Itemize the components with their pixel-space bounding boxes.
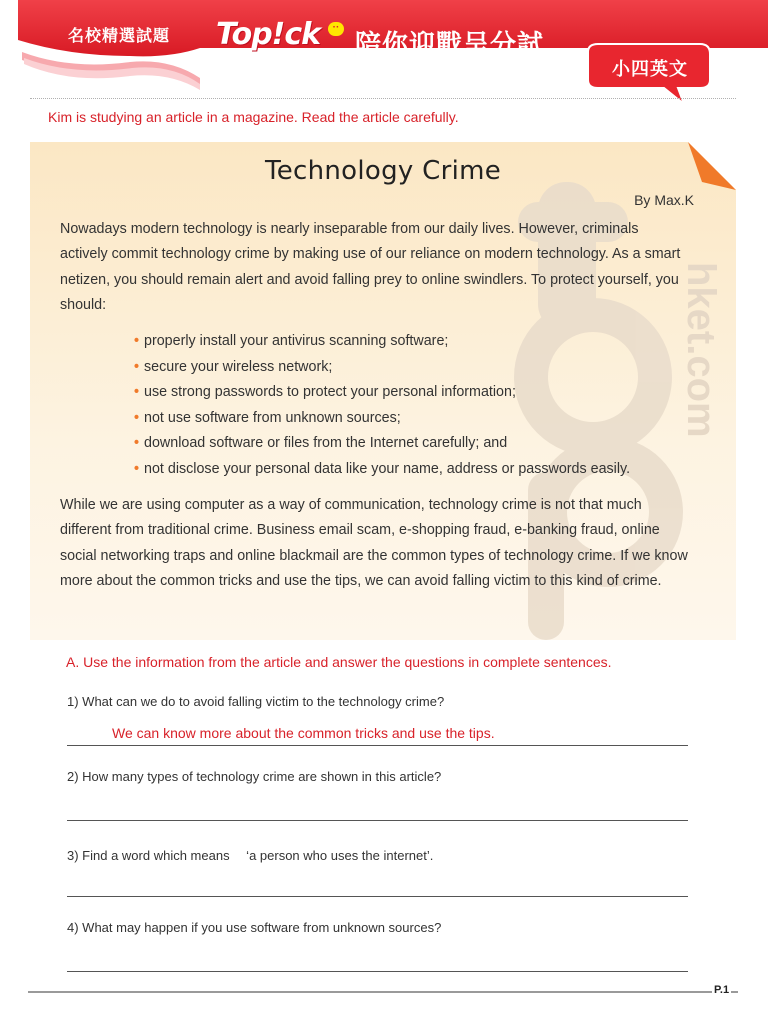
- bullet-dot-icon: •: [134, 409, 140, 426]
- logo-speech-bubble-icon: ··: [328, 22, 344, 36]
- question-2: 2) How many types of technology crime are shown in this article?: [67, 769, 442, 784]
- article-title: Technology Crime: [264, 156, 502, 186]
- answer-1[interactable]: We can know more about the common tricks and use the tips.: [112, 725, 495, 741]
- question-1: 1) What can we do to avoid falling victim to the technology crime?: [67, 694, 445, 709]
- answer-line-2[interactable]: [67, 820, 688, 821]
- article-box: [30, 142, 736, 640]
- bullet-dot-icon: •: [134, 460, 140, 477]
- list-item: • properly install your antivirus scanning software;: [134, 333, 449, 349]
- watermark-text: hket.com: [679, 262, 723, 438]
- question-3: 3) Find a word which means ‘a person who uses the internet’.: [67, 848, 434, 863]
- answer-line-4[interactable]: [67, 971, 688, 972]
- article-paragraph-1: Nowadays modern technology is nearly inseparable from our daily lives. However, criminals actively commit technology crime by making use of our reliance on modern technology. As a smart netizen, you should remain alert and avoid falling prey to online swindlers. To protect yourself, you should:: [60, 221, 681, 313]
- list-item: • use strong passwords to protect your personal information;: [134, 384, 516, 400]
- intro-instruction: Kim is studying an article in a magazine. Read the article carefully.: [48, 109, 459, 125]
- tips-list: [134, 329, 630, 482]
- bullet-dot-icon: •: [134, 358, 140, 375]
- list-item: • secure your wireless network;: [134, 358, 333, 375]
- answer-line-3[interactable]: [67, 896, 688, 897]
- article-paragraph-2: While we are using computer as a way of communication, technology crime is not that much different from traditional crime. Business email scam, e-shopping fraud, e-banking fraud, online social networking traps and online blackmail are the common types of technology crime. If we know more about the common tricks and use the tips, we can avoid falling victim to this kind of crime.: [60, 497, 688, 589]
- logo-subtext: hket.com: [300, 49, 336, 58]
- bullet-dot-icon: •: [134, 333, 140, 349]
- bullet-dot-icon: •: [134, 435, 140, 451]
- section-a-title: A. Use the information from the article and answer the questions in complete sentences.: [66, 654, 612, 670]
- header-divider: [30, 98, 736, 99]
- header-banner: [0, 0, 768, 110]
- bullet-dot-icon: •: [134, 384, 140, 400]
- subject-badge: 小四英文: [612, 59, 688, 80]
- list-item: • not use software from unknown sources;: [134, 409, 401, 426]
- banner-tag-label: 名校精選試題: [68, 26, 171, 45]
- banner-slogan: 陪你迎戰呈分試: [355, 30, 545, 60]
- answer-line-1[interactable]: [67, 745, 688, 746]
- list-item: • not disclose your personal data like your name, address or passwords easily.: [134, 460, 631, 477]
- article-byline: By Max.K: [634, 192, 694, 208]
- question-4: 4) What may happen if you use software from unknown sources?: [67, 920, 442, 935]
- footer-divider: [28, 991, 738, 993]
- topick-logo: Top!ck: [216, 17, 321, 52]
- page-number: P.1: [714, 984, 730, 996]
- list-item: • download software or files from the Internet carefully; and: [134, 435, 508, 451]
